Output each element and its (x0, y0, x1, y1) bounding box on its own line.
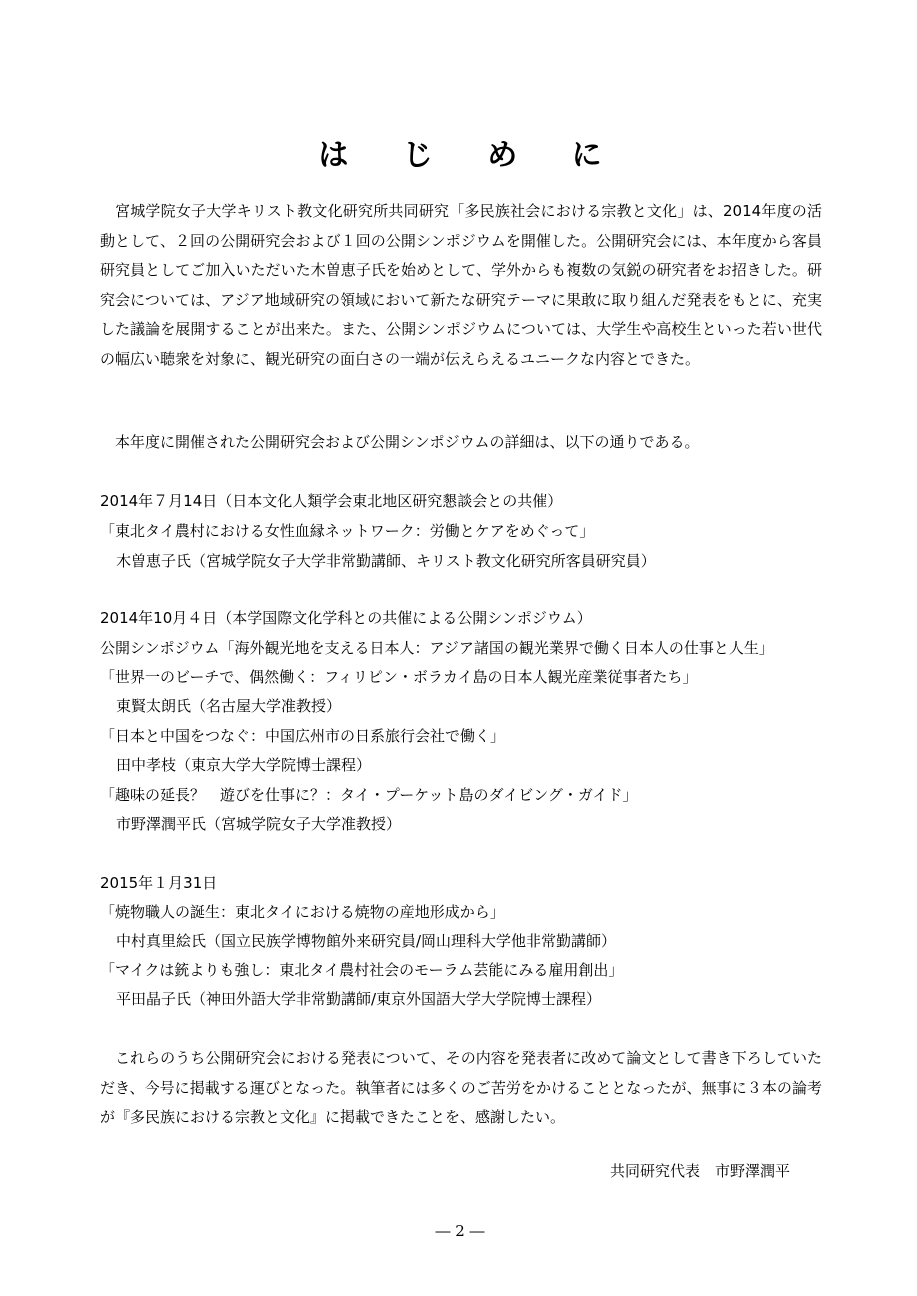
event-title: 「東北タイ農村における女性血縁ネットワーク：労働とケアをめぐって」 (100, 522, 595, 540)
event-title: 「趣味の延長？ 遊びを仕事に？：タイ・プーケット島のダイビング・ガイド」 (100, 786, 638, 804)
event-presenter: 木曽恵子氏（宮城学院女子大学非常勤講師、キリスト教文化研究所客員研究員） (116, 552, 656, 570)
page-number: ― 2 ― (435, 1222, 485, 1240)
event-presenter: 中村真里絵氏（国立民族学博物館外来研究員/岡山理科大学他非常勤講師） (116, 932, 617, 950)
event-date: 2014年７月14日（日本文化人類学会東北地区研究懇談会との共催） (100, 492, 563, 510)
intro-paragraph: 宮城学院女子大学キリスト教文化研究所共同研究「多民族社会における宗教と文化」は、2014年度の活動として、２回の公開研究会および１回の公開シンポジウムを開催した。公開研究会には、本年度から客員研究員としてご加入いただいた木曽恵子氏を始めとして、学外からも複数の気鋭の研究者をお招きした。研究会については、アジア地域研究の領域において新たな研究テーマに果敢に取り組んだ発表をもとに、充実した議論を展開することが出来た。また、公開シンポジウムについては、大学生や高校生といった若い世代の幅広い聴衆を対象に、観光研究の面白さの一端が伝えらえるユニークな内容とできた。 (100, 202, 822, 368)
event-title: 「世界一のビーチで、偶然働く：フィリピン・ボラカイ島の日本人観光産業従事者たち」 (100, 668, 698, 686)
event-title: 「マイクは銃よりも強し：東北タイ農村社会のモーラム芸能にみる雇用創出」 (100, 961, 624, 979)
details-intro: 本年度に開催された公開研究会および公開シンポジウムの詳細は、以下の通りである。 (115, 433, 700, 451)
event-date: 2014年10月４日（本学国際文化学科との共催による公開シンポジウム） (100, 609, 592, 627)
event-presenter: 東賢太朗氏（名古屋大学准教授） (116, 697, 342, 715)
signature: 共同研究代表 市野澤潤平 (609, 1162, 790, 1180)
page-title: は じ め に (318, 138, 624, 173)
event-title: 「焼物職人の誕生：東北タイにおける焼物の産地形成から」 (100, 903, 505, 921)
event-title: 「日本と中国をつなぐ：中国広州市の日系旅行会社で働く」 (100, 727, 506, 745)
event-date: 2015年１月31日 (100, 874, 218, 892)
document-page (100, 0, 820, 1296)
event-title: 公開シンポジウム「海外観光地を支える日本人：アジア諸国の観光業界で働く日本人の仕事と人生」 (100, 639, 774, 657)
event-presenter: 平田晶子氏（神田外語大学非常勤講師/東京外国語大学大学院博士課程） (116, 990, 602, 1008)
event-presenter: 市野澤潤平氏（宮城学院女子大学准教授） (116, 815, 402, 833)
closing-paragraph: これらのうち公開研究会における発表について、その内容を発表者に改めて論文として書き下ろしていただき、今号に掲載する運びとなった。執筆者には多くのご苦労をかけることとなったが、無事に３本の論考が『多民族における宗教と文化』に掲載できたことを、感謝したい。 (100, 1049, 822, 1126)
event-presenter: 田中孝枝（東京大学大学院博士課程） (116, 756, 372, 774)
